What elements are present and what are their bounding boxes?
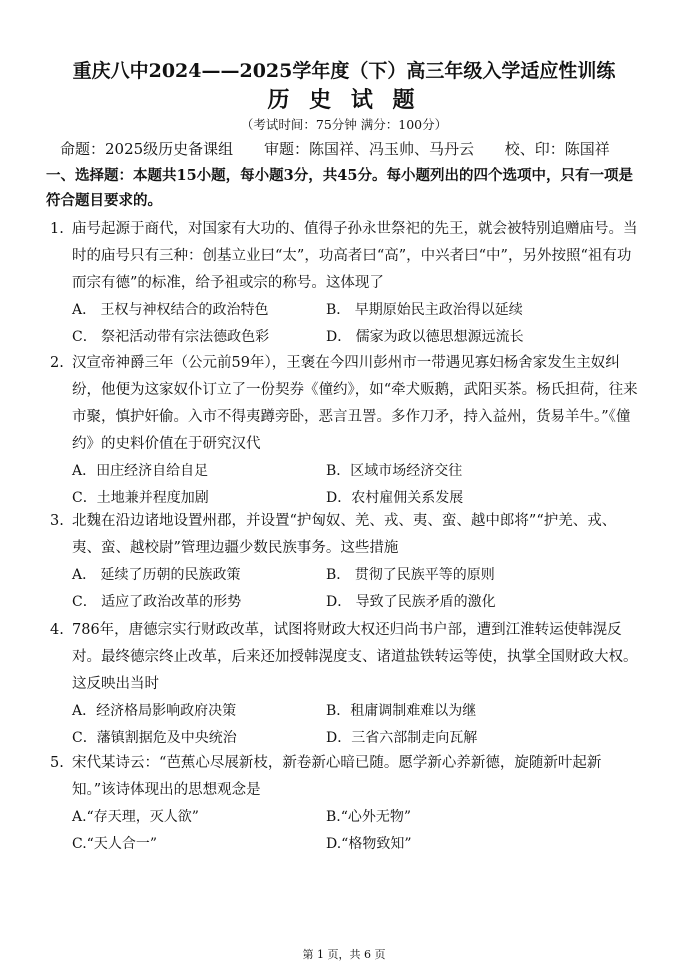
section-instructions: 一、选择题：本题共15小题，每小题3分，共45分。每小题列出的四个选项中，只有一项是符合题目要求的。 xyxy=(46,167,633,209)
option-d[interactable]: D．三省六部制走向瓦解 xyxy=(326,730,478,746)
page-footer: 第 1 页，共 6 页 xyxy=(302,948,386,961)
option-b[interactable]: B．租庸调制难难以为继 xyxy=(326,703,477,719)
option-c[interactable]: C.“天人合一” xyxy=(72,836,157,852)
option-d[interactable]: D.“格物致知” xyxy=(326,836,412,852)
question-text: 北魏在沿边诸地设置州郡，并设置“护匈奴、羌、戎、夷、蛮、越中郎将”“护羌、戎、夷、蛮、越校尉”管理边疆少数民族事务。这些措施 xyxy=(72,513,617,556)
option-d[interactable]: D．农村雇佣关系发展 xyxy=(326,490,464,506)
question-text: 汉宣帝神爵三年（公元前59年），王褒在今四川彭州市一带遇见寡妇杨舍家发生主奴纠纷，他便为这家奴仆订立了一份契券《僮约》，如“牵犬贩鹅，武阳买茶。杨氏担荷，往来市聚，慎护奸偷。入市不得夷蹲旁卧，恶言丑詈。多作刀矛，持入益州，货易羊牛。”《僮约》的史料价值在于研究汉代 xyxy=(72,355,638,452)
author-line xyxy=(60,138,636,159)
option-d[interactable]: D． 儒家为政以德思想源远流长 xyxy=(326,329,524,345)
question-number: 5. xyxy=(50,755,64,771)
question-text: 宋代某诗云：“芭蕉心尽展新枝，新卷新心暗已随。愿学新心养新德，旋随新叶起新知。”该诗体现出的思想观念是 xyxy=(72,755,602,798)
question-stem xyxy=(50,617,640,698)
question-3 xyxy=(50,508,640,616)
option-a[interactable]: A． 王权与神权结合的政治特色 xyxy=(72,302,269,318)
question-number: 4. xyxy=(50,622,64,638)
question-5 xyxy=(50,750,640,858)
option-d[interactable]: D． 导致了民族矛盾的激化 xyxy=(326,594,496,610)
question-text: 786年，唐德宗实行财政改革，试图将财政大权还归尚书户部，遭到江淮转运使韩滉反对。最终德宗终止改革，后来还加授韩滉度支、诸道盐铁转运等使，执掌全国财政大权。这反映出当时 xyxy=(72,622,638,692)
option-b[interactable]: B.“心外无物” xyxy=(326,809,412,825)
exam-title: 重庆八中2024——2025学年度（下）高三年级入学适应性训练 xyxy=(72,60,616,82)
option-a[interactable]: A． 延续了历朝的民族政策 xyxy=(72,567,241,583)
options xyxy=(50,804,640,858)
option-b[interactable]: B． 贯彻了民族平等的原则 xyxy=(326,567,495,583)
option-c[interactable]: C． 祭祀活动带有宗法德政色彩 xyxy=(72,329,270,345)
question-stem xyxy=(50,508,640,562)
options xyxy=(50,458,640,512)
options xyxy=(50,297,640,351)
option-c[interactable]: C． 适应了政治改革的形势 xyxy=(72,594,242,610)
option-b[interactable]: B． 早期原始民主政治得以延续 xyxy=(326,302,523,318)
option-a[interactable]: A.“存天理，灭人欲” xyxy=(72,809,199,825)
question-number: 3. xyxy=(50,513,64,529)
options xyxy=(50,562,640,616)
question-text: 庙号起源于商代，对国家有大功的、值得子孙永世祭祀的先王，就会被特别追赠庙号。当时的庙号只有三种：创基立业曰“太”，功高者曰“高”，中兴者曰“中”，另外按照“祖有功而宗有德”的标准，给予祖或宗的称号。这体现了 xyxy=(72,221,638,291)
option-c[interactable]: C．藩镇割据危及中央统治 xyxy=(72,730,237,746)
option-b[interactable]: B．区域市场经济交往 xyxy=(326,463,463,479)
question-number: 2. xyxy=(50,355,64,371)
options xyxy=(50,698,640,752)
question-stem xyxy=(50,216,640,297)
author-reviewer: 审题：陈国祥、冯玉帅、马丹云 xyxy=(263,140,474,158)
question-4 xyxy=(50,617,640,752)
question-stem xyxy=(50,750,640,804)
option-a[interactable]: A．经济格局影响政府决策 xyxy=(72,703,237,719)
author-proposer: 命题：2025级历史备课组 xyxy=(60,140,234,158)
question-1 xyxy=(50,216,640,351)
question-stem xyxy=(50,350,640,458)
exam-info: （考试时间：75分钟 满分：100分） xyxy=(240,117,448,132)
option-c[interactable]: C．土地兼并程度加剧 xyxy=(72,490,209,506)
question-number: 1. xyxy=(50,221,64,237)
question-2 xyxy=(50,350,640,512)
author-proofer: 校、印：陈国祥 xyxy=(504,140,610,158)
subject-title: 历 史 试 题 xyxy=(267,87,421,113)
option-a[interactable]: A．田庄经济自给自足 xyxy=(72,463,209,479)
